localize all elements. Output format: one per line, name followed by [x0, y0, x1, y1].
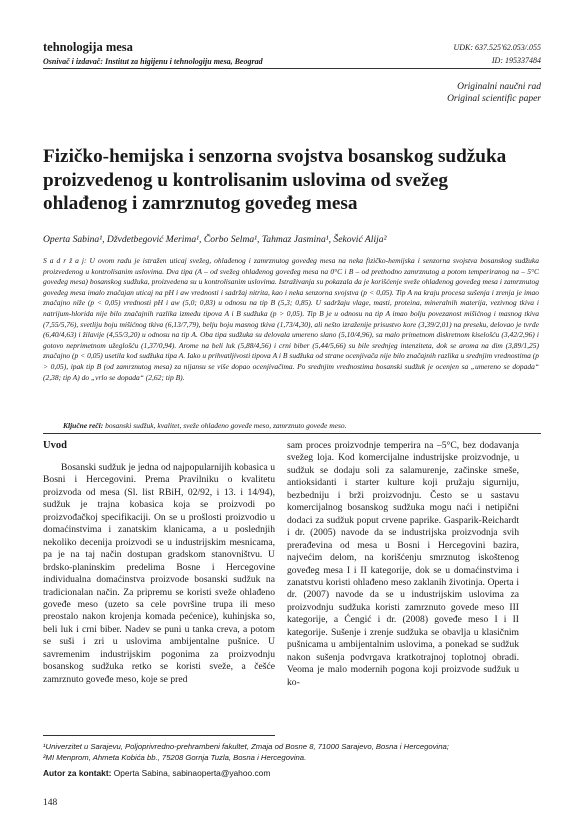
paper-title: Fizičko-hemijska i senzorna svojstva bosanskog sudžuka proizvedenog u kontrolisanim uslovima od svežeg ohlađenog i zamrznutog goveđeg mesa [43, 146, 507, 214]
footnote-divider [43, 735, 275, 736]
keywords-text: bosanski sudžuk, kvalitet, sveže ohlađeno goveđe meso, zamrznuto goveđe meso. [105, 421, 347, 430]
keywords-label: Ključne reči: [63, 421, 104, 430]
paragraph: Bosanski sudžuk je jedna od najpopularnijih kobasica u Bosni i Hercegovini. Prema Pravilniku o kvalitetu proizvoda od mesa (Sl. list RBiH, 02/92, i 13. i 14/94), sudžuk je trajna kobasica koja se proizvodi po proizvođačkoj specifikaciji. On se u prošlosti proizvodio u domaćinstvima i zanatskim klanicama, a u poslednjih nekoliko decenija proizvodi se u industrijskim mesnicama, pa je na taj način dostupan gradskom stanovništvu. U brdsko-planinskim predelima Bosne i Hercegovine individualna domaćinstva proizvode bosanski sudžuk na tradicionalan način. Za pripremu se koristi sveže ohlađeno goveđe meso (uzeto sa cele površine trupa ili meso preostalo nakon krojenja komada pećenice), kuhinjska so, beli luk i crni biber. Nadev se puni u tanka creva, a potom se suši i zri u uslovima ambijentalne pušnice. U savremenim industrijskim pogonima za proizvodnju bosanskog sudžuka retko se koristi sveže, a češće zamrznuto goveđe meso, koje se pred [43, 462, 275, 685]
footnote-affiliation-1: ¹Univerzitet u Sarajevu, Poljoprivredno-prehrambeni fakultet, Zmaja od Bosne 8, 71000 Sarajevo, Bosna i Hercegovina; [43, 742, 449, 751]
section-heading: Uvod [43, 440, 67, 451]
body-column-right [287, 440, 519, 689]
journal-name: tehnologija mesa [43, 40, 133, 54]
contact-label: Autor za kontakt: [43, 768, 112, 778]
article-type-english: Original scientific paper [447, 94, 541, 104]
publisher-line: Osnivač i izdavač: Institut za higijenu i tehnologiju mesa, Beograd [43, 57, 263, 66]
keywords [63, 421, 533, 430]
header-divider [43, 68, 541, 69]
article-type-local: Originalni naučni rad [457, 82, 541, 92]
body-column-left [43, 462, 275, 686]
abstract-divider [43, 433, 541, 434]
author-list: Operta Sabina¹, Džvdetbegović Merima¹, Čorbo Selma¹, Tahmaz Jasmina¹, Šeković Alija² [43, 234, 387, 245]
udk-code: UDK: 637.525'62.053/.055 [453, 43, 541, 52]
footnote-affiliation-2: ²MI Menprom, Ahmeta Kobića bb., 75208 Gornja Tuzla, Bosna i Hercegovina. [43, 753, 307, 762]
contact-author [43, 768, 270, 778]
abstract: S a d r ž a j: U ovom radu je istražen uticaj svežeg, ohlađenog i zamrznutog goveđeg mesa na neka fizičko-hemijska i senzorna svojstva bosanskog sudžuka proizvedenog u kontrolisanim uslovima. Dva tipa (A – od svežeg ohlađenog goveđeg mesa na 0°C i B – od prethodno zamrznutog a potom temperiranog na – 5°C goveđeg mesa) bosanskog sudžuka, proizvedena su u kontrolisanim uslovima. Istraživanja su pokazala da je korišćenje sveže ohlađenog goveđeg mesa i zamrznutog goveđeg mesa imalo značajan uticaj na pH i aw vrednosti i sadržaj nitrita, kao i neka senzorna svojstva (p < 0,05). Tip A na kraju procesa sušenja i zrenja je imao značajno niže (p < 0,05) vrednosti pH i aw (5,0; 0,83) u odnosu na tip B (5,3; 0,85). U sadržaju vlage, masti, proteina, mineralnih materija, vezivnog tkiva i natrijum-hlorida nije bilo značajnih razlika između tipova A i B sudžuka (p > 0,05). Tip B je u odnosu na tip A imao bolju povezanost mišićnog i masnog tkiva (7,55/5,76), svetliju boju mišićnog tkiva (6,13/7,79), belju boju masnog tkiva (1,73/4,30), ali nešto izraženije prisustvo kore (3,39/2,01) na preseku, delovao je tvrđe (6,40/4,63) i žilavije (4,55/3,20) u odnosu na tip A. Oba tipa sudžuka su delovala umereno slano (5,10/4,96), sa malo primetnom diskretnom kiselošću (3,42/2,96) i gotovo neprimetnom užeglošću (1,37/0,94). Arome na beli luk (5,88/4,56) i crni biber (5,44/5,66) su bile srednjeg intenziteta, dok se aroma na dim (3,89/1,25) značajno (p < 0,05) usetila kod sudžuka tipa A. Iako u prihvatljivosti tipova A i B sudžuka od strane ocenjivača nije bilo značajnih razlika u srednjim vrednostima (p > 0,05), ipak tip B (od zamrznutog mesa) za nijansu se više dopao ocenjivačima. Po srednjim vrednostima bosanski sudžuk je ocenjen sa „umereno se dopada“ (2,38; tip A) do „vrlo se dopada“ (2,62; tip B). [43, 256, 539, 382]
paragraph: sam proces proizvodnje temperira na –5°C, bez dodavanja svežeg loja. Kod komercijalne industrijske proizvodnje, u sudžuk se dodaju soli za salamurenje, začinske smeše, antioksidanti i starter kulture koji pružaju sigurniju, bezbedniju i brži proizvodnju. Često se u sastavu komercijalnog bosanskog sudžuka mogu naći i netipični dodaci za sudžuk poput crvene paprike. Gasparik-Reichardt i dr. (2005) navode da se industrijska proizvodnja svih prerađevina od mesa u Bosni i Hercegovini bazira, najvećim delom, na korišćenju smrznutog iskoštenog goveđeg mesa I i II kategorije, dok se u domaćinstvima i zanatstvu koristi ohlađeno meso zaklanih životinja. Operta i dr. (2007) navode da se u industrijskim uslovima za proizvodnju sudžuka koristi zamrznuto govede meso III kategorije, a Ćengić i dr. (2008) goveđe meso I i II kategorije. Sušenje i zrenje sudžuka se obavlja u klasičnim pušnicama u ambijentalnim uslovima, a ponekad se sudžuk nakon sušenja podvrgava kratkotrajnoj toplotnoj obradi. Veoma je malo modernih pogona koji proizvode sudžuk u ko- [287, 440, 519, 688]
article-id: ID: 195337484 [491, 56, 541, 65]
page-number: 148 [43, 798, 58, 808]
contact-text: Operta Sabina, sabinaoperta@yahoo.com [113, 768, 271, 778]
